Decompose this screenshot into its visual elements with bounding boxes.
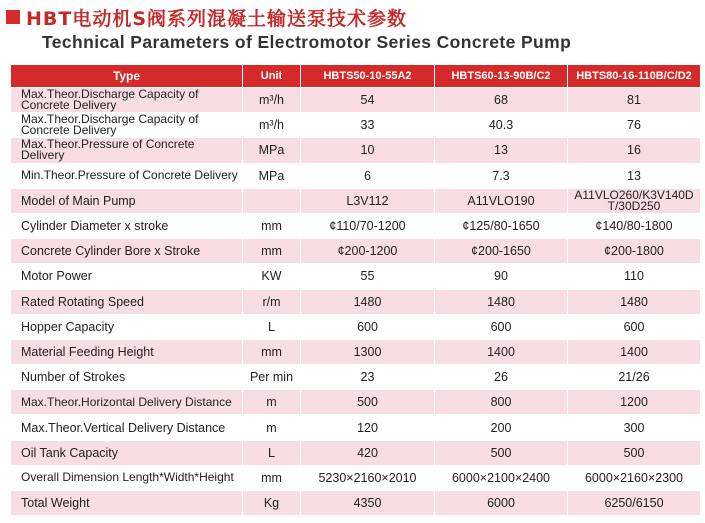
cell-model-2: 13 [435, 138, 568, 163]
cell-model-3: 16 [568, 138, 701, 163]
table-row [11, 88, 701, 113]
cell-model-1: 6 [301, 163, 435, 188]
cell-type: Max.Theor.Vertical Delivery Distance [11, 415, 243, 440]
column-header-model-1: HBTS50-10-55A2 [301, 65, 435, 88]
column-header-model-3: HBTS80-16-110B/C/D2 [568, 65, 701, 88]
cell-type: Max.Theor.Pressure of Concrete Delivery [11, 138, 243, 163]
cell-type: Overall Dimension Length*Width*Height [11, 465, 243, 490]
cell-model-3: 6250/6150 [568, 491, 701, 516]
cell-model-2: 26 [435, 365, 568, 390]
cell-model-1: 5230×2160×2010 [301, 465, 435, 490]
cell-model-2: 1400 [435, 339, 568, 364]
table-row [11, 289, 701, 314]
cell-unit: m³/h [243, 88, 301, 113]
cell-model-3: 13 [568, 163, 701, 188]
cell-type: Number of Strokes [11, 365, 243, 390]
cell-model-1: ¢110/70-1200 [301, 213, 435, 238]
cell-model-2: A11VLO190 [435, 188, 568, 213]
cell-model-2: ¢125/80-1650 [435, 213, 568, 238]
table-row [11, 415, 701, 440]
cell-model-2: 40.3 [435, 113, 568, 138]
cell-model-1: 500 [301, 390, 435, 415]
table-row [11, 213, 701, 238]
cell-unit: MPa [243, 138, 301, 163]
column-header-unit: Unit [243, 65, 301, 88]
cell-unit: mm [243, 213, 301, 238]
cell-model-2: 200 [435, 415, 568, 440]
table-row [11, 390, 701, 415]
table-row [11, 314, 701, 339]
table-row [11, 440, 701, 465]
cell-unit: mm [243, 239, 301, 264]
table-row [11, 264, 701, 289]
cell-model-2: 800 [435, 390, 568, 415]
cell-model-3: 110 [568, 264, 701, 289]
table-body [11, 88, 701, 516]
cell-model-2: ¢200-1650 [435, 239, 568, 264]
cell-unit: L [243, 314, 301, 339]
cell-model-1: 1480 [301, 289, 435, 314]
table-row [11, 113, 701, 138]
cell-model-2: 68 [435, 88, 568, 113]
table-row [11, 188, 701, 213]
cell-unit: L [243, 440, 301, 465]
table-row [11, 339, 701, 364]
cell-type: Material Feeding Height [11, 339, 243, 364]
page-title-en: Technical Parameters of Electromotor Series Concrete Pump [42, 32, 572, 52]
table-row [11, 491, 701, 516]
cell-model-3: 1480 [568, 289, 701, 314]
cell-type: Concrete Cylinder Bore x Stroke [11, 239, 243, 264]
cell-model-1: 55 [301, 264, 435, 289]
cell-unit: Per min [243, 365, 301, 390]
cell-type: Max.Theor.Horizontal Delivery Distance [11, 390, 243, 415]
cell-model-1: 600 [301, 314, 435, 339]
cell-model-2: 500 [435, 440, 568, 465]
cell-unit: MPa [243, 163, 301, 188]
cell-type: Model of Main Pump [11, 188, 243, 213]
red-square-icon [6, 10, 20, 24]
page-title-cn: HBT电动机S阀系列混凝土输送泵技术参数 [26, 7, 408, 30]
cell-model-3: 300 [568, 415, 701, 440]
cell-unit: m³/h [243, 113, 301, 138]
cell-model-3: 76 [568, 113, 701, 138]
cell-model-1: 10 [301, 138, 435, 163]
cell-model-1: L3V112 [301, 188, 435, 213]
cell-model-3: 1200 [568, 390, 701, 415]
cell-type: Hopper Capacity [11, 314, 243, 339]
cell-unit: Kg [243, 491, 301, 516]
cell-model-1: ¢200-1200 [301, 239, 435, 264]
table-row [11, 239, 701, 264]
cell-type: Max.Theor.Discharge Capacity of Concrete Delivery [11, 113, 243, 138]
cell-model-3: ¢140/80-1800 [568, 213, 701, 238]
cell-model-1: 54 [301, 88, 435, 113]
cell-model-3: 1400 [568, 339, 701, 364]
cell-model-3: 500 [568, 440, 701, 465]
cell-unit: m [243, 390, 301, 415]
cell-model-2: 1480 [435, 289, 568, 314]
cell-type: Rated Rotating Speed [11, 289, 243, 314]
cell-unit [243, 188, 301, 213]
cell-model-3: 81 [568, 88, 701, 113]
cell-model-1: 4350 [301, 491, 435, 516]
cell-model-1: 120 [301, 415, 435, 440]
cell-model-1: 1300 [301, 339, 435, 364]
cell-model-2: 6000 [435, 491, 568, 516]
title-row-cn [4, 4, 407, 30]
cell-type: Min.Theor.Pressure of Concrete Delivery [11, 163, 243, 188]
table-row [11, 138, 701, 163]
cell-unit: m [243, 415, 301, 440]
table-header-row [11, 65, 701, 88]
cell-model-3: ¢200-1800 [568, 239, 701, 264]
cell-model-2: 600 [435, 314, 568, 339]
cell-type: Oil Tank Capacity [11, 440, 243, 465]
cell-model-3: 6000×2160×2300 [568, 465, 701, 490]
cell-model-1: 23 [301, 365, 435, 390]
cell-model-3: A11VLO260/K3V140DT/30D250 [568, 188, 701, 213]
cell-type: Motor Power [11, 264, 243, 289]
cell-type: Total Weight [11, 491, 243, 516]
cell-unit: mm [243, 339, 301, 364]
cell-type: Cylinder Diameter x stroke [11, 213, 243, 238]
cell-model-2: 90 [435, 264, 568, 289]
cell-unit: r/m [243, 289, 301, 314]
column-header-model-2: HBTS60-13-90B/C2 [435, 65, 568, 88]
cell-model-2: 7.3 [435, 163, 568, 188]
cell-model-1: 420 [301, 440, 435, 465]
cell-type: Max.Theor.Discharge Capacity of Concrete Delivery [11, 88, 243, 113]
cell-unit: KW [243, 264, 301, 289]
table-row [11, 465, 701, 490]
cell-model-3: 600 [568, 314, 701, 339]
cell-model-2: 6000×2100×2400 [435, 465, 568, 490]
table-row [11, 163, 701, 188]
parameters-table [10, 64, 701, 516]
table-row [11, 365, 701, 390]
column-header-type: Type [11, 65, 243, 88]
cell-model-3: 21/26 [568, 365, 701, 390]
cell-model-1: 33 [301, 113, 435, 138]
cell-unit: mm [243, 465, 301, 490]
